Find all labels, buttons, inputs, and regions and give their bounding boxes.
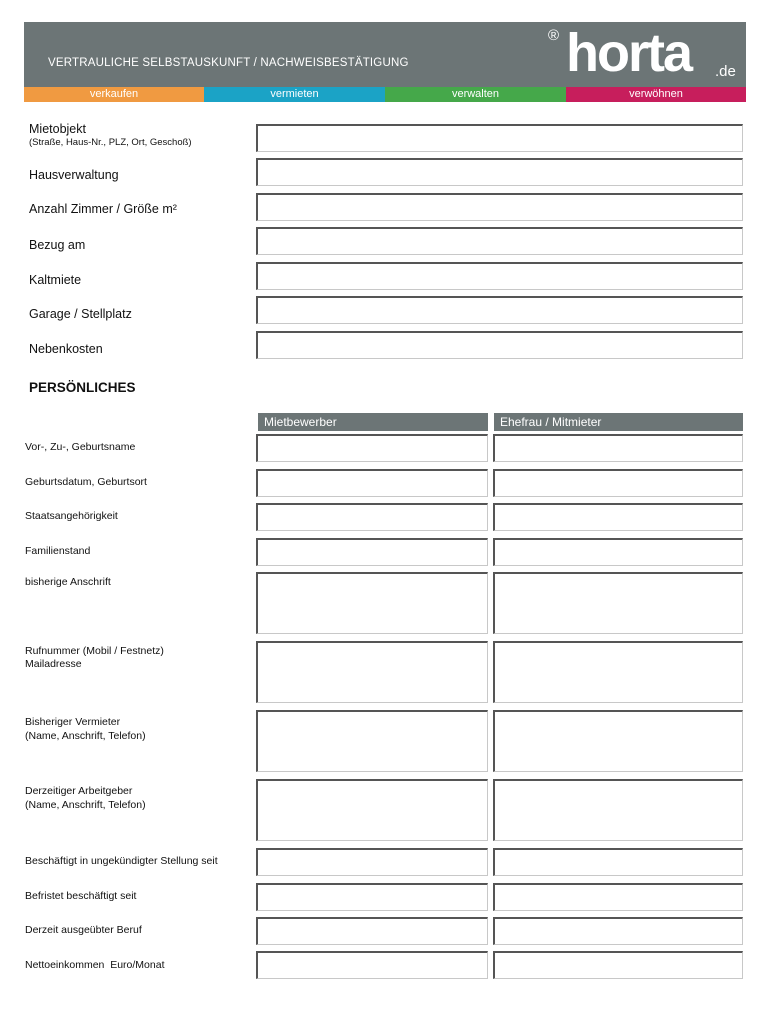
familie-field-applicant[interactable] bbox=[256, 538, 488, 566]
vermieter-field-partner[interactable] bbox=[493, 710, 743, 772]
sublabel-mietobjekt: (Straße, Haus-Nr., PLZ, Ort, Geschoß) bbox=[29, 137, 192, 148]
staat-field-applicant[interactable] bbox=[256, 503, 488, 531]
label-rufnummer: Rufnummer (Mobil / Festnetz) bbox=[25, 645, 164, 657]
kaltmiete-field[interactable] bbox=[256, 262, 743, 290]
column-header-mitmieter: Ehefrau / Mitmieter bbox=[494, 413, 743, 431]
familie-field-partner[interactable] bbox=[493, 538, 743, 566]
bezug-field[interactable] bbox=[256, 227, 743, 255]
einkommen-field-partner[interactable] bbox=[493, 951, 743, 979]
label-mietobjekt: Mietobjekt bbox=[29, 122, 86, 136]
registered-mark: ® bbox=[548, 27, 560, 44]
label-mailadresse: Mailadresse bbox=[25, 658, 82, 670]
band-vermieten: vermieten bbox=[204, 87, 385, 102]
beruf-field-partner[interactable] bbox=[493, 917, 743, 945]
label-bezug: Bezug am bbox=[29, 238, 86, 252]
label-garage: Garage / Stellplatz bbox=[29, 307, 132, 321]
anschrift-field-partner[interactable] bbox=[493, 572, 743, 634]
label-nebenkosten: Nebenkosten bbox=[29, 342, 103, 356]
vermieter-field-applicant[interactable] bbox=[256, 710, 488, 772]
label-befristet: Befristet beschäftigt seit bbox=[25, 890, 137, 902]
zimmer-field[interactable] bbox=[256, 193, 743, 221]
rufnummer-field-applicant[interactable] bbox=[256, 641, 488, 703]
name-field-partner[interactable] bbox=[493, 434, 743, 462]
logo-tld: .de bbox=[715, 63, 736, 80]
einkommen-field-applicant[interactable] bbox=[256, 951, 488, 979]
rufnummer-field-partner[interactable] bbox=[493, 641, 743, 703]
beruf-field-applicant[interactable] bbox=[256, 917, 488, 945]
label-staat: Staatsangehörigkeit bbox=[25, 510, 118, 522]
section-title-persoenliches: PERSÖNLICHES bbox=[29, 380, 136, 395]
band-verwoehnen: verwöhnen bbox=[566, 87, 746, 102]
ungekuendigt-field-partner[interactable] bbox=[493, 848, 743, 876]
anschrift-field-applicant[interactable] bbox=[256, 572, 488, 634]
label-anschrift: bisherige Anschrift bbox=[25, 576, 111, 588]
staat-field-partner[interactable] bbox=[493, 503, 743, 531]
form-title: VERTRAULICHE SELBSTAUSKUNFT / NACHWEISBESTÄTIGUNG bbox=[48, 57, 409, 69]
label-name: Vor-, Zu-, Geburtsname bbox=[25, 441, 136, 453]
befristet-field-applicant[interactable] bbox=[256, 883, 488, 911]
label-kaltmiete: Kaltmiete bbox=[29, 273, 82, 287]
name-field-applicant[interactable] bbox=[256, 434, 488, 462]
befristet-field-partner[interactable] bbox=[493, 883, 743, 911]
hausverwaltung-field[interactable] bbox=[256, 158, 743, 186]
band-verwalten: verwalten bbox=[385, 87, 566, 102]
geburt-field-partner[interactable] bbox=[493, 469, 743, 497]
label-vermieter: Bisheriger Vermieter bbox=[25, 716, 121, 728]
arbeitgeber-field-applicant[interactable] bbox=[256, 779, 488, 841]
arbeitgeber-field-partner[interactable] bbox=[493, 779, 743, 841]
ungekuendigt-field-applicant[interactable] bbox=[256, 848, 488, 876]
mietobjekt-field[interactable] bbox=[256, 124, 743, 152]
horta-logo: horta bbox=[566, 23, 691, 83]
label-familie: Familienstand bbox=[25, 545, 91, 557]
label-beruf: Derzeit ausgeübter Beruf bbox=[25, 924, 142, 936]
garage-field[interactable] bbox=[256, 296, 743, 324]
label-vermieter-detail: (Name, Anschrift, Telefon) bbox=[25, 730, 146, 742]
label-zimmer: Anzahl Zimmer / Größe m² bbox=[29, 202, 177, 216]
nebenkosten-field[interactable] bbox=[256, 331, 743, 359]
band-verkaufen: verkaufen bbox=[24, 87, 204, 102]
geburt-field-applicant[interactable] bbox=[256, 469, 488, 497]
label-geburt: Geburtsdatum, Geburtsort bbox=[25, 476, 147, 488]
label-arbeitgeber: Derzeitiger Arbeitgeber bbox=[25, 785, 133, 797]
label-arbeitgeber-detail: (Name, Anschrift, Telefon) bbox=[25, 799, 146, 811]
label-einkommen: Nettoeinkommen Euro/Monat bbox=[25, 959, 165, 971]
label-ungekuendigt: Beschäftigt in ungekündigter Stellung seit bbox=[25, 855, 218, 867]
label-hausverwaltung: Hausverwaltung bbox=[29, 168, 119, 182]
column-header-mietbewerber: Mietbewerber bbox=[258, 413, 488, 431]
